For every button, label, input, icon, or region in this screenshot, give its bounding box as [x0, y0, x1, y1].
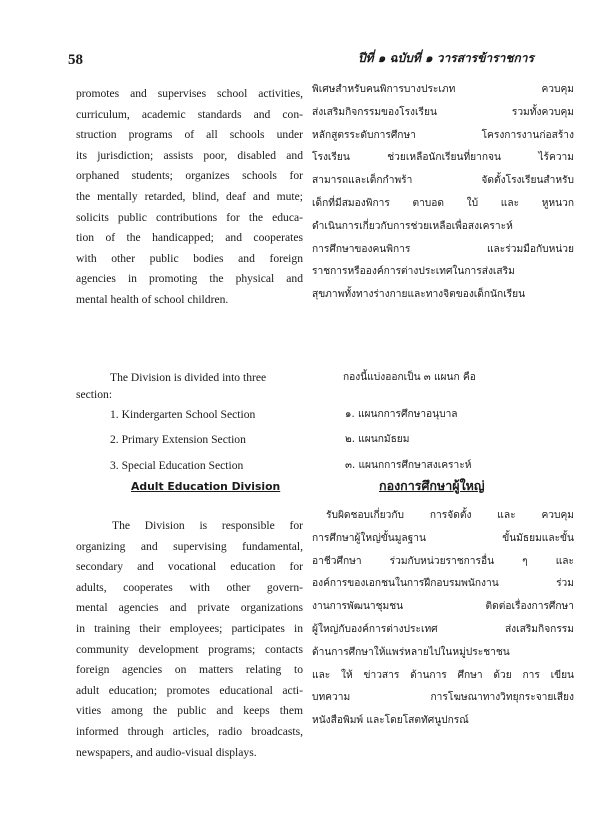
thai-intro-line: เด็กที่มีสมองพิการ ตาบอด ใบ้ และ หูหนวก: [312, 197, 574, 209]
thai-adult-line: รับผิดชอบเกี่ยวกับ การจัดตั้ง และ ควบคุม: [326, 510, 574, 521]
english-adult-line: in training their employees; participates in: [76, 621, 303, 635]
english-adult-line: secondary and vocational education for: [76, 560, 303, 574]
english-adult-line: adults, cooperates with other govern-: [76, 580, 303, 594]
adult-education-heading: Adult Education Division: [131, 480, 281, 493]
thai-intro-line: โรงเรียน ช่วยเหลือนักเรียนที่ยากจน ไร้ความ: [312, 152, 574, 164]
running-header: ปีที่ ๑ ฉบับที่ ๑ วารสารข้าราชการ: [358, 51, 534, 65]
english-adult-line: organizing and supervising fundamental,: [76, 539, 303, 553]
english-intro-line: curriculum, academic standards and con-: [76, 107, 303, 121]
english-adult-line: The Division is responsible for: [112, 519, 303, 532]
thai-adult-line: องค์การของเอกชนในการฝึกอบรมพนักงาน ร่วม: [312, 578, 574, 590]
english-intro-line: promotes and supervises school activities,: [76, 87, 303, 100]
english-intro-line: struction programs of all schools under: [76, 128, 303, 142]
thai-intro-line: ส่งเสริมกิจกรรมของโรงเรียน รวมทั้งควบคุม: [312, 106, 574, 118]
english-intro-line: orphaned students; organizes schools for: [76, 169, 303, 183]
thai-adult-line: งานการพัฒนาชุมชน ติดต่อเรื่องการศึกษา: [312, 601, 574, 613]
thai-adult-education-heading: กองการศึกษาผู้ใหญ่: [379, 478, 485, 493]
thai-adult-paragraph: [312, 505, 574, 733]
thai-adult-line: หนังสือพิมพ์ และโดยโสตทัศนูปกรณ์: [312, 715, 469, 727]
english-adult-line: community development programs; contacts: [76, 642, 303, 656]
thai-adult-line: การศึกษาผู้ใหญ่ขั้นมูลฐาน ขั้นมัธยมและขั้น: [312, 532, 574, 544]
thai-intro-line: ราชการหรือองค์การต่างประเทศในการส่งเสริม: [312, 266, 515, 278]
thai-adult-line: ผู้ใหญ่กับองค์การต่างประเทศ ส่งเสริมกิจกรรม: [312, 623, 574, 635]
thai-intro-line: การศึกษาของคนพิการ และร่วมมือกับหน่วย: [312, 243, 574, 255]
english-adult-paragraph: [76, 516, 303, 763]
english-intro-line: the mentally retarded, blind, deaf and mute;: [76, 189, 303, 203]
english-intro-line: mental health of school children.: [76, 292, 229, 306]
thai-intro-line: สามารถและเด็กกำพร้า จัดตั้งโรงเรียนสำหรับ: [312, 175, 574, 187]
thai-intro-line: ดำเนินการเกี่ยวกับการช่วยเหลือเพื่อสงเคราะห์: [312, 220, 513, 232]
thai-adult-line: ด้านการศึกษาให้แพร่หลายไปในหมู่ประชาชน: [312, 646, 510, 658]
thai-adult-line: อาชีวศึกษา ร่วมกับหน่วยราชการอื่น ๆ และ: [312, 555, 574, 567]
english-sections-intro-line: The Division is divided into three: [110, 371, 267, 384]
english-adult-line: mental agencies and private organizations: [76, 601, 303, 615]
thai-adult-line: บทความ การโฆษณาทางวิทยุกระจายเสียง: [312, 692, 574, 704]
thai-section-item: ๒. แผนกมัธยม: [345, 434, 410, 445]
english-intro-line: its jurisdiction; assists poor, disabled and: [76, 148, 303, 162]
thai-intro-line: พิเศษสำหรับคนพิการบางประเภท ควบคุม: [312, 84, 574, 95]
english-section-item: 3. Special Education Section: [110, 459, 244, 472]
english-section-item: 1. Kindergarten School Section: [110, 408, 256, 421]
english-intro-line: with other public bodies and foreign: [76, 251, 303, 265]
english-section-item: 2. Primary Extension Section: [110, 433, 246, 446]
thai-intro-paragraph: [312, 79, 574, 307]
english-intro-line: solicits public contributions for the educa-: [76, 210, 303, 224]
page-number: 58: [68, 52, 83, 68]
thai-section-item: ๓. แผนกการศึกษาสงเคราะห์: [345, 460, 472, 471]
english-intro-line: tion of the handicapped; and cooperates: [76, 231, 303, 245]
english-adult-line: informed through articles, radio broadcasts,: [76, 724, 303, 738]
english-adult-line: adult education; promotes educational acti-: [76, 683, 303, 697]
thai-intro-line: หลักสูตรระดับการศึกษา โครงการงานก่อสร้าง: [312, 129, 574, 141]
english-adult-line: vities among the public and keeps them: [76, 704, 303, 718]
english-sections-intro-line: section:: [76, 387, 113, 401]
thai-adult-line: และ ให้ ข่าวสาร ด้านการ ศึกษา ด้วย การ เขียน: [312, 669, 574, 681]
thai-section-item: ๑. แผนกการศึกษาอนุบาล: [345, 409, 458, 420]
english-adult-line: foreign agencies on matters relating to: [76, 663, 303, 677]
thai-sections-intro: กองนี้แบ่งออกเป็น ๓ แผนก คือ: [343, 372, 476, 383]
english-intro-line: agencies in promoting the physical and: [76, 272, 303, 286]
thai-intro-line: สุขภาพทั้งทางร่างกายและทางจิตของเด็กนักเรียน: [312, 289, 526, 301]
english-sections-intro: [76, 368, 303, 405]
english-adult-line: newspapers, and audio-visual displays.: [76, 745, 257, 759]
english-intro-paragraph: [76, 84, 303, 311]
